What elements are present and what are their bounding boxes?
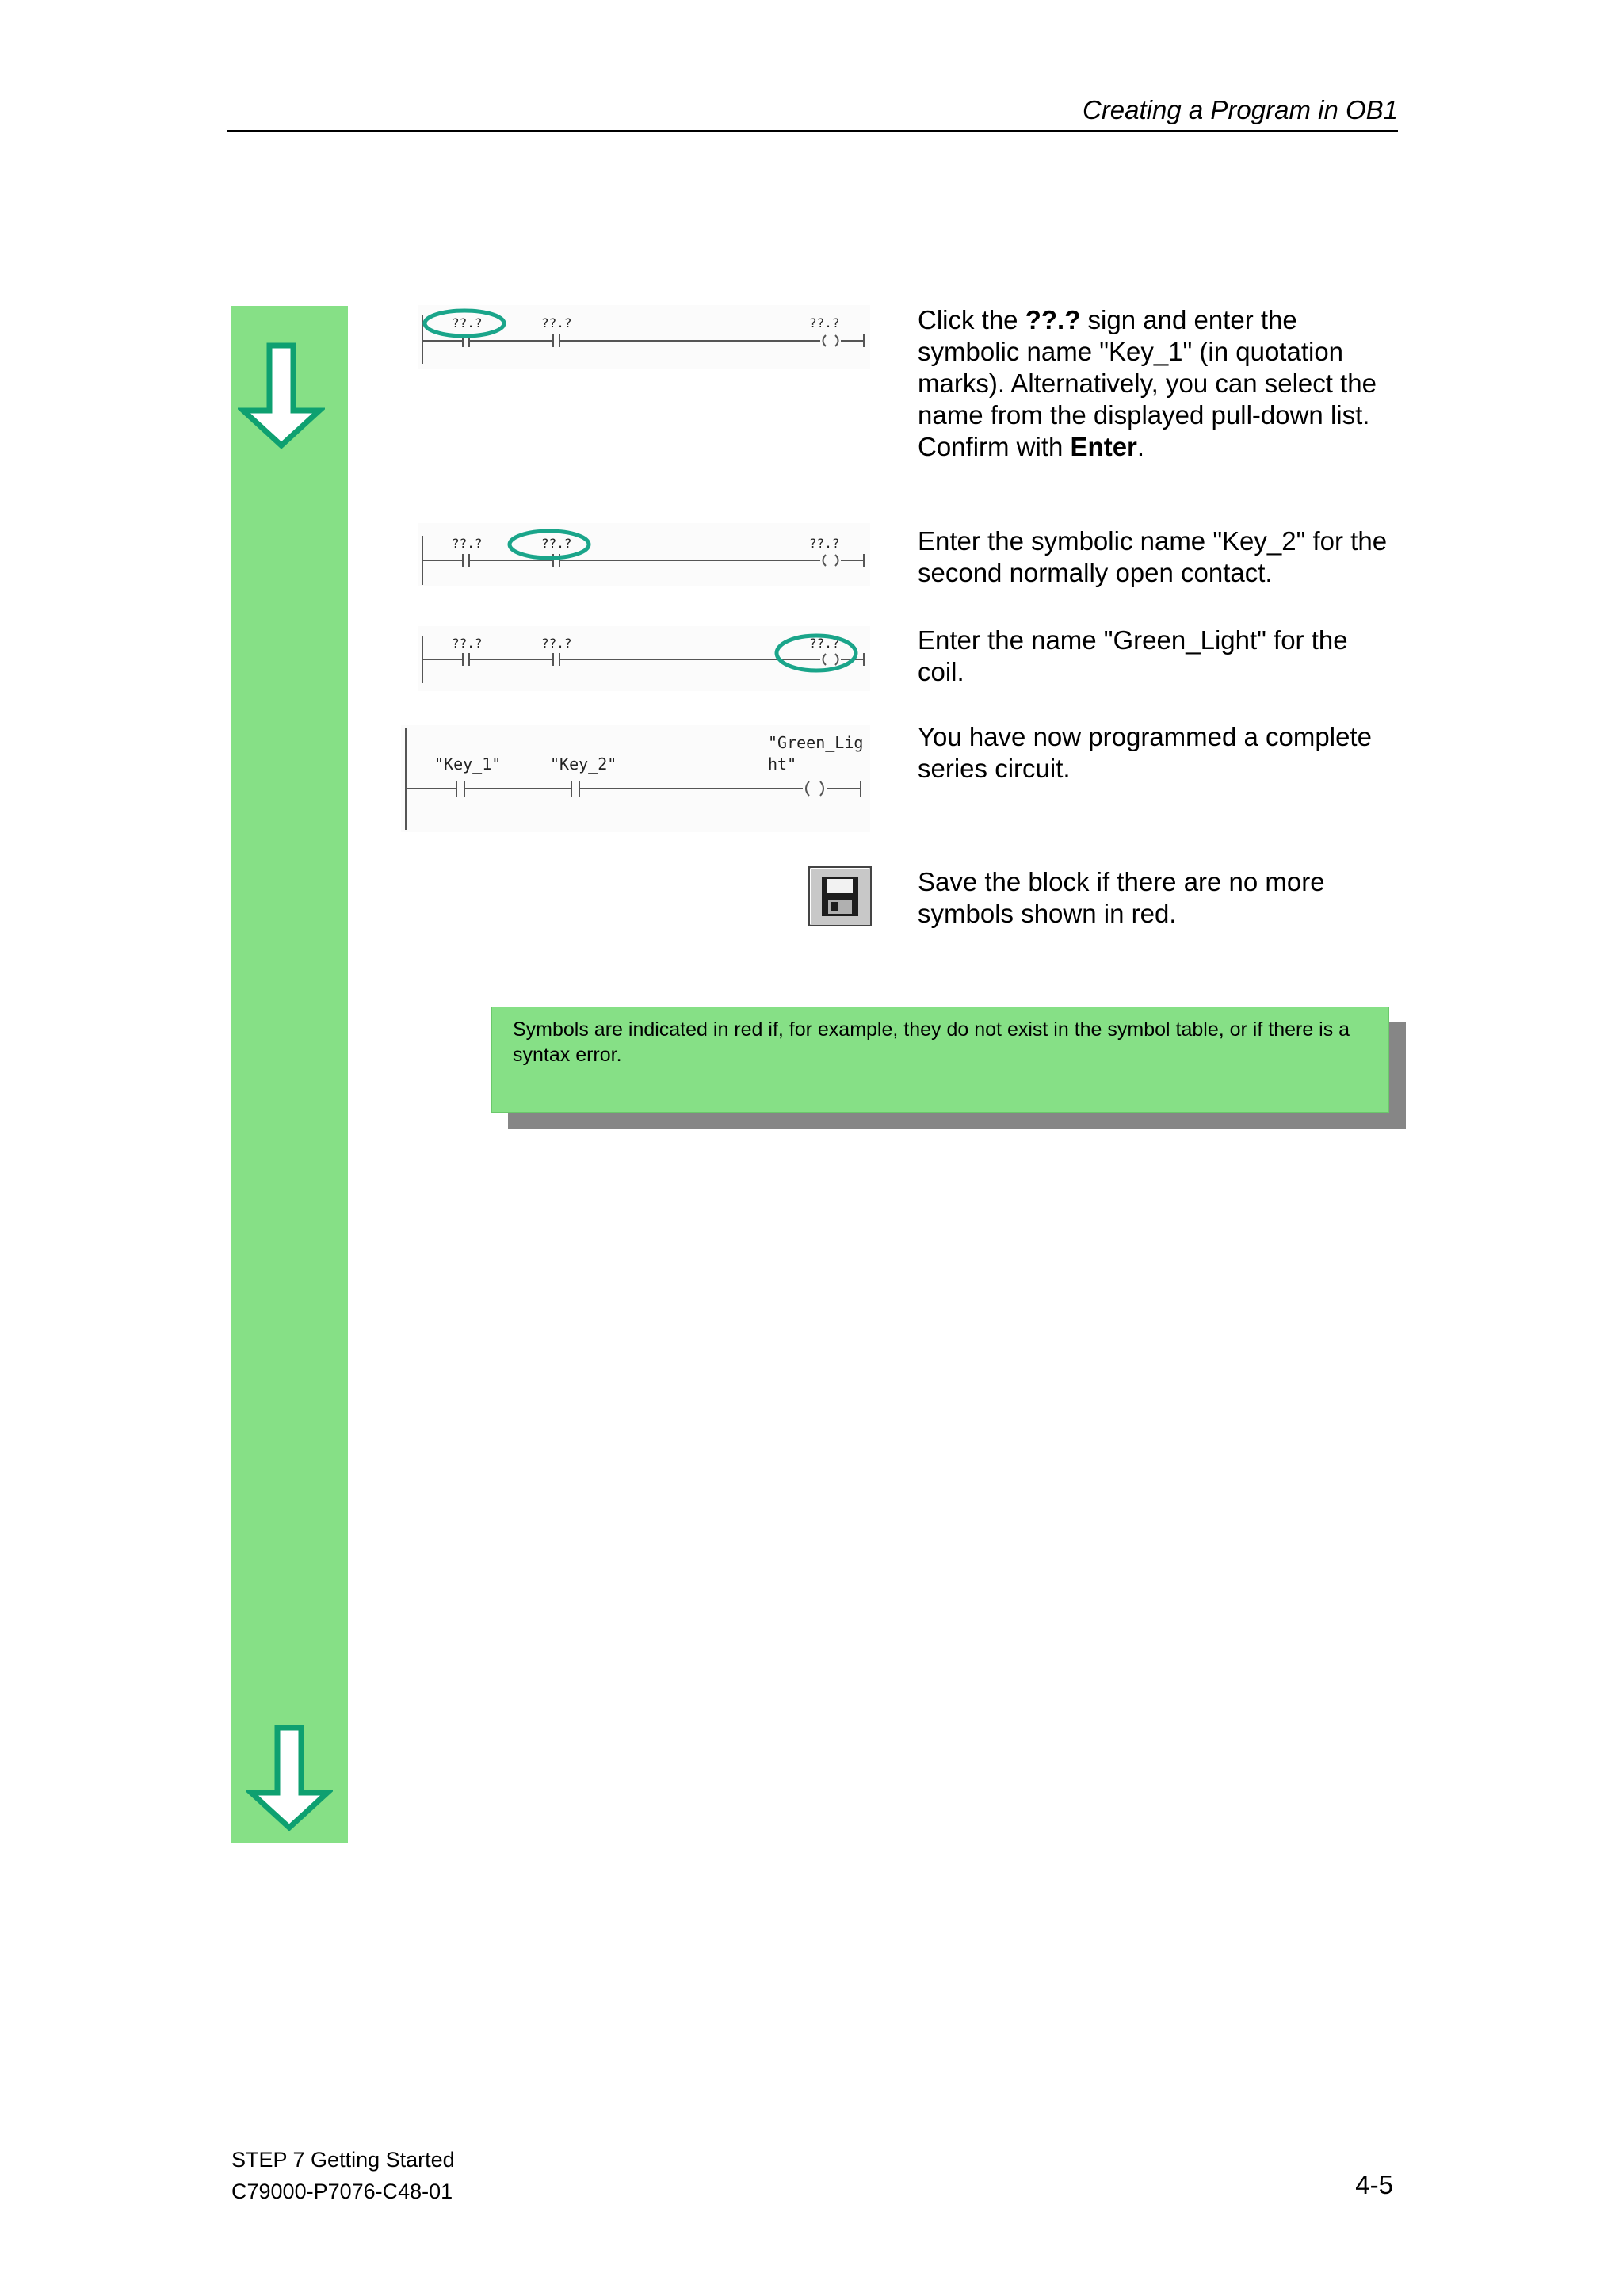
ladder-network-step-3: [418, 626, 870, 691]
footer-doc-number: C79000-P7076-C48-01: [231, 2179, 453, 2203]
ladder-network-step-2: [418, 523, 870, 586]
step-2-instruction: Enter the symbolic name "Key_2" for the second normally open contact.: [918, 526, 1388, 587]
down-arrow-icon: [246, 1725, 333, 1831]
step-4-instruction: You have now programmed a complete series circuit.: [918, 722, 1372, 783]
progress-sidebar: [231, 306, 348, 1843]
coil-address[interactable]: ??.?: [809, 636, 840, 651]
page-header-title: Creating a Program in OB1: [1082, 95, 1398, 124]
ladder-network-step-1: [418, 305, 870, 369]
coil-symbol-line2[interactable]: ht": [768, 755, 797, 774]
contact-2-address[interactable]: ??.?: [541, 636, 572, 651]
contact-1-address[interactable]: ??.?: [452, 636, 483, 651]
step-3-instruction: Enter the name "Green_Light" for the coil.: [918, 625, 1348, 686]
header-rule: [227, 130, 1398, 132]
step-5-instruction: Save the block if there are no more symbols shown in red.: [918, 867, 1325, 928]
coil-address[interactable]: ??.?: [809, 315, 840, 330]
page-number: 4-5: [1355, 2170, 1393, 2199]
floppy-disk-save-icon[interactable]: [808, 866, 872, 926]
ladder-network-complete: [401, 725, 870, 832]
down-arrow-icon: [238, 342, 325, 449]
contact-1-address[interactable]: ??.?: [452, 315, 483, 330]
contact-1-address[interactable]: ??.?: [452, 536, 483, 551]
contact-1-symbol[interactable]: "Key_1": [434, 755, 502, 774]
contact-2-symbol[interactable]: "Key_2": [550, 755, 617, 774]
coil-address[interactable]: ??.?: [809, 536, 840, 551]
contact-2-address[interactable]: ??.?: [541, 536, 572, 551]
coil-symbol-line1[interactable]: "Green_Lig: [768, 733, 864, 752]
note-box: Symbols are indicated in red if, for example, they do not exist in the symbol table, or if there is a syntax error.: [491, 1007, 1389, 1113]
footer-doc-title: STEP 7 Getting Started: [231, 2148, 455, 2172]
contact-2-address[interactable]: ??.?: [541, 315, 572, 330]
footer-doc-info: [231, 2144, 455, 2207]
step-1-instruction: Click the ??.? sign and enter the symbolic name "Key_1" (in quotation marks). Alternatively, you can select the name from the displayed pull-down list. Confirm with Enter.: [918, 305, 1377, 461]
